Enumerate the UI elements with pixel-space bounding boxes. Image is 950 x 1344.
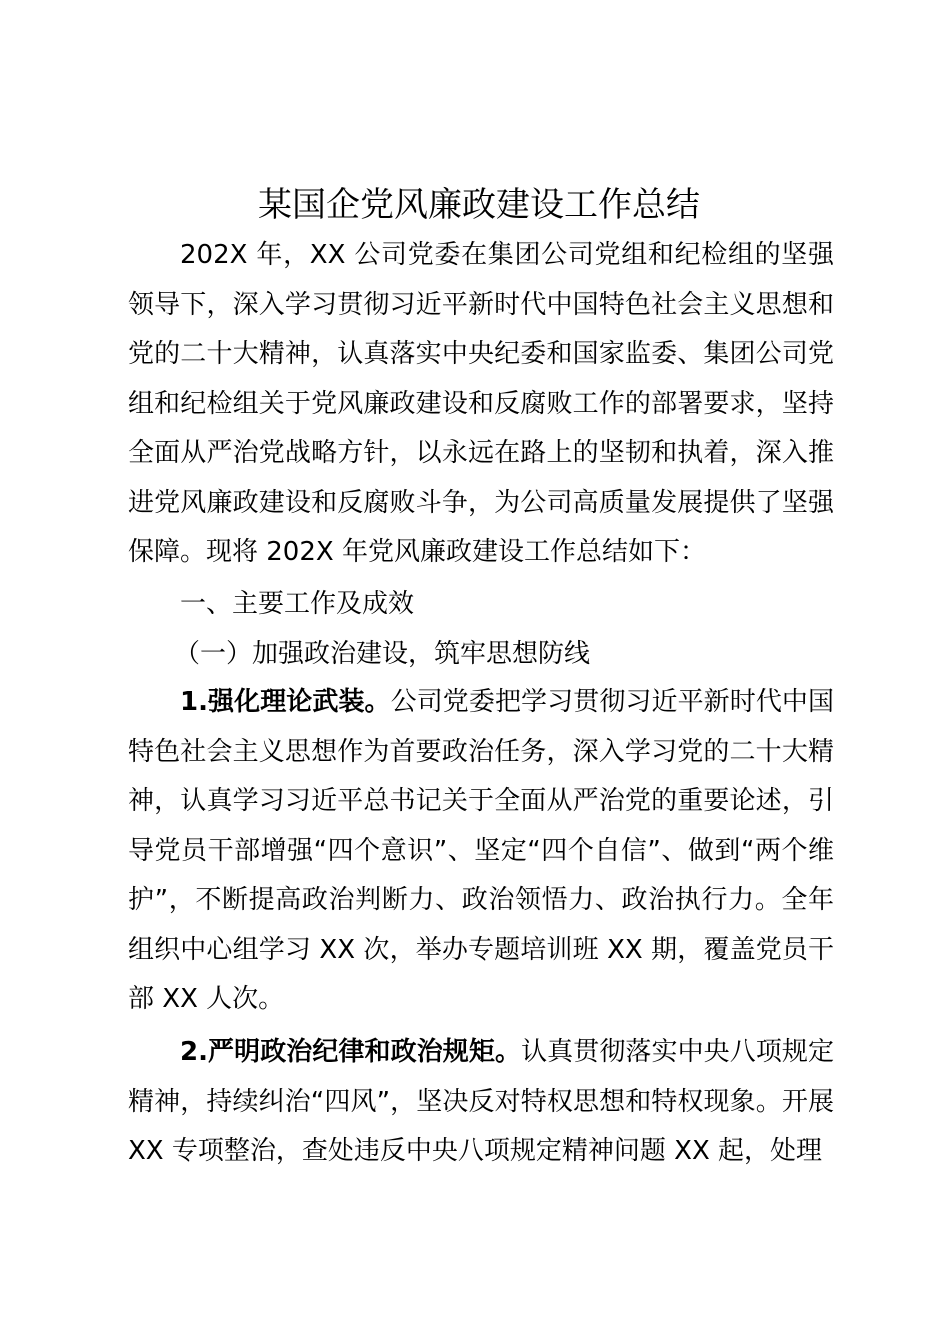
intro-paragraph: 202X 年，XX 公司党委在集团公司党组和纪检组的坚强领导下，深入学习贯彻习近平新时代中国特色社会主义思想和党的二十大精神，认真落实中央纪委和国家监委、集团公司党组和纪检组关于党风廉政建设和反腐败工作的部署要求，坚持全面从严治党战略方针，以永远在路上的坚韧和执着，深入推进党风廉政建设和反腐败斗争，为公司高质量发展提供了坚强保障。现将 202X 年党风廉政建设工作总结如下： xyxy=(128,240,834,567)
item-paragraph-political-discipline xyxy=(128,1028,834,1177)
document-title: 某国企党风廉政建设工作总结 xyxy=(258,185,700,225)
section-heading-main-work: 一、主要工作及成效 xyxy=(180,589,415,619)
item-lead-theory-study: 1.强化理论武装。 xyxy=(180,687,391,717)
item-text-theory-study: 公司党委把学习贯彻习近平新时代中国特色社会主义思想作为首要政治任务，深入学习党的二十大精神，认真学习习近平总书记关于全面从严治党的重要论述，引导党员干部增强“四个意识”、坚定“四个自信”、做到“两个维护”，不断提高政治判断力、政治领悟力、政治执行力。全年组织中心组学习 XX 次，举办专题培训班 XX 期，覆盖党员干部 XX 人次。 xyxy=(128,687,834,1014)
item-text-political-discipline: 认真贯彻落实中央八项规定精神，持续纠治“四风”，坚决反对特权思想和特权现象。开展 XX 专项整治，查处违反中央八项规定精神问题 XX 起，处理 xyxy=(128,1037,834,1166)
item-lead-political-discipline: 2.严明政治纪律和政治规矩。 xyxy=(180,1037,522,1067)
item-paragraph-theory-study xyxy=(128,678,834,1025)
subsection-heading-political-building: （一）加强政治建设，筑牢思想防线 xyxy=(174,639,591,669)
